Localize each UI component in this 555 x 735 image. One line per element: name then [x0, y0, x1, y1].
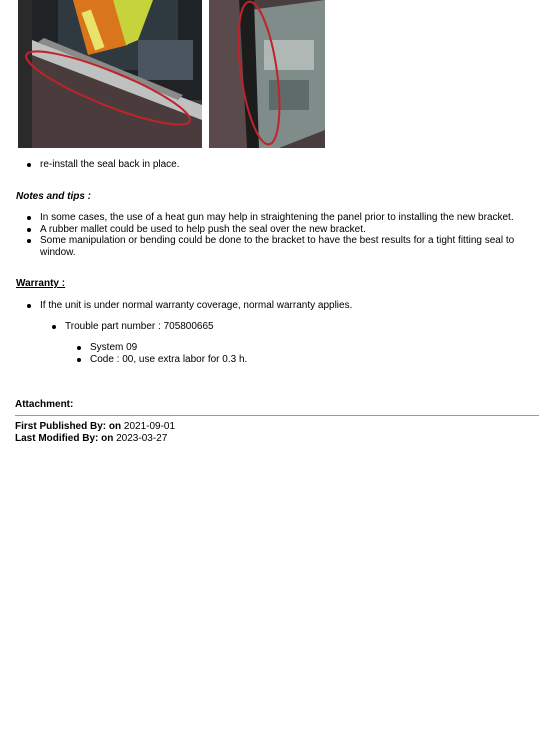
- last-modified: [15, 433, 175, 445]
- first-published-label: First Published By: on: [15, 421, 122, 432]
- last-modified-label: Last Modified By: on: [15, 432, 114, 444]
- warranty-heading: Warranty :: [16, 278, 66, 289]
- attachment-label: Attachment:: [15, 399, 74, 410]
- last-modified-date: 2023-03-27: [116, 432, 168, 444]
- first-published-date: 2021-09-01: [123, 421, 176, 432]
- photo-window-corner: [209, 0, 325, 148]
- list-item: If the unit is under normal warranty coverage, normal warranty applies.: [16, 300, 536, 312]
- notes-list: [16, 212, 526, 258]
- reinstall-list: [16, 159, 536, 171]
- system-code-list: [66, 342, 526, 365]
- list-item: Trouble part number : 705800665: [41, 321, 521, 333]
- list-item: Code : 00, use extra labor for 0.3 h.: [66, 354, 526, 366]
- notes-heading: Notes and tips :: [16, 191, 92, 202]
- first-published: [15, 421, 175, 433]
- list-item: In some cases, the use of a heat gun may help in straightening the panel prior to installing the new bracket.: [16, 212, 526, 224]
- list-item: System 09: [66, 342, 526, 354]
- list-item: A rubber mallet could be used to help push the seal over the new bracket.: [16, 224, 526, 236]
- part-list: [41, 321, 521, 333]
- publish-info: [15, 421, 175, 444]
- photo-door-seal: [18, 0, 202, 148]
- warranty-list: [16, 300, 536, 312]
- divider: [15, 415, 539, 416]
- list-item: re-install the seal back in place.: [16, 159, 536, 171]
- list-item: Some manipulation or bending could be done to the bracket to have the best results for a tight fitting seal to window.: [16, 235, 526, 258]
